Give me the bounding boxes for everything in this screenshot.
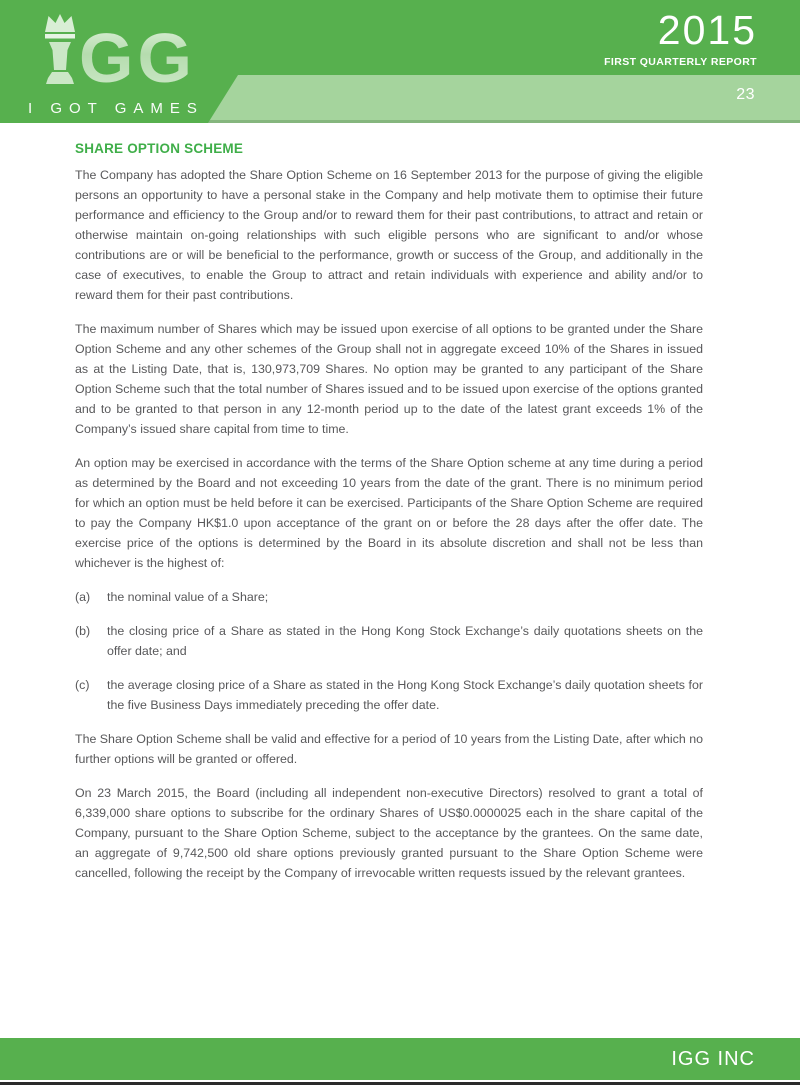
list-item-text: the nominal value of a Share; xyxy=(107,590,269,604)
paragraph-maximum-shares: The maximum number of Shares which may be issued upon exercise of all options to be granted under the Share Option Scheme and any other schemes of the Group shall not in aggregate exceed 10% of the Shares in issued as at the Listing Date, that is, 130,973,709 Shares. No option may be granted to any participant of the Share Option Scheme such that the total number of Shares issued and to be issued upon exercise of the options granted and to be granted to that person in any 12-month period up to the date of the latest grant exceeds 1% of the Company’s issued share capital from time to time. xyxy=(75,322,703,436)
paragraph-grant-march-2015: On 23 March 2015, the Board (including all independent non-executive Directors) resolved to grant a total of 6,339,000 share options to subscribe for the ordinary Shares of US$0.0000025 each in the share capital of the Company, pursuant to the Share Option Scheme, subject to the acceptance by the grantees. On the same date, an aggregate of 9,742,500 old share options previously granted pursuant to the Share Option Scheme were cancelled, following the receipt by the Company of irrevocable written requests issued by the relevant grantees. xyxy=(75,786,703,880)
page-footer xyxy=(0,1038,800,1080)
list-item-text: the average closing price of a Share as stated in the Hong Kong Stock Exchange’s daily quotation sheets for the five Business Days immediately preceding the offer date. xyxy=(107,678,703,712)
report-year: 2015 xyxy=(657,7,757,53)
igg-logo xyxy=(28,6,208,118)
logo-gg-letters: GG xyxy=(79,19,196,96)
list-item-label: (b) xyxy=(75,624,91,638)
chess-piece-i-icon xyxy=(45,34,75,84)
page-content xyxy=(75,141,703,897)
page-header xyxy=(0,0,800,123)
list-item-text: the closing price of a Share as stated in the Hong Kong Stock Exchange’s daily quotations sheets on the offer date; and xyxy=(107,624,703,658)
page-number: 23 xyxy=(736,86,755,103)
list-item-label: (a) xyxy=(75,590,91,604)
igg-logo-mark xyxy=(28,6,208,96)
report-title: FIRST QUARTERLY REPORT xyxy=(604,56,757,68)
list-item-label: (c) xyxy=(75,678,90,692)
list-item-a xyxy=(75,587,703,607)
exercise-price-list xyxy=(75,587,703,715)
paragraph-exercise-terms: An option may be exercised in accordance with the terms of the Share Option scheme at any time during a period as determined by the Board and not exceeding 10 years from the date of the grant. There is no minimum period for which an option must be held before it can be exercised. Participants of the Share Option Scheme are required to pay the Company HK$1.0 upon acceptance of the grant on or before the 28 days after the offer date. The exercise price of the options is determined by the Board in its absolute discretion and shall not be less than whichever is the highest of: xyxy=(75,456,703,570)
paragraph-scheme-purpose: The Company has adopted the Share Option Scheme on 16 September 2013 for the purpose of giving the eligible persons an opportunity to have a personal stake in the Company and help motivate them to optimise their future performance and efficiency to the Group and/or to reward them for their past contributions, to attract and retain or otherwise maintain on-going relationships with such eligible persons who are significant to and/or whose contributions are or will be beneficial to the performance, growth or success of the Group, and additionally in the case of executives, to enable the Group to attract and retain individuals with experience and ability and/or to reward them for their past contributions. xyxy=(75,168,703,302)
list-item-c xyxy=(75,675,703,715)
section-title: SHARE OPTION SCHEME xyxy=(75,141,244,156)
list-item-b xyxy=(75,621,703,661)
company-name: IGG INC xyxy=(671,1048,755,1070)
crown-icon xyxy=(45,14,75,32)
paragraph-scheme-validity: The Share Option Scheme shall be valid and effective for a period of 10 years from the Listing Date, after which no further options will be granted or offered. xyxy=(75,732,703,766)
logo-tagline: I GOT GAMES xyxy=(28,100,204,117)
